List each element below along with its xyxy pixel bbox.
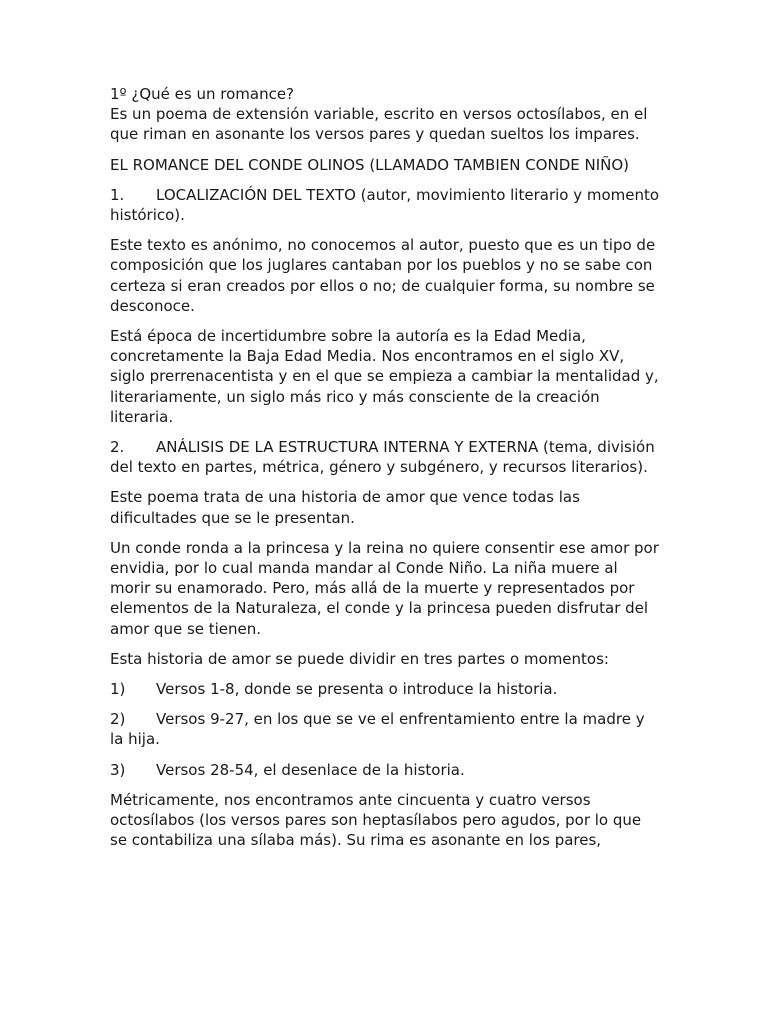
question-heading: 1º ¿Qué es un romance? bbox=[110, 85, 295, 103]
document-title: EL ROMANCE DEL CONDE OLINOS (LLAMADO TAMBIEN CONDE NIÑO) bbox=[110, 155, 630, 174]
part-3-text: Versos 28-54, el desenlace de la historia. bbox=[156, 760, 465, 779]
paragraph-parts-intro: Esta historia de amor se puede dividir en tres partes o momentos: bbox=[110, 649, 609, 668]
paragraph-metrics: Métricamente, nos encontramos ante cincuenta y cuatro versos octosílabos (los versos pares son heptasílabos pero agudos, por lo que se contabiliza una sílaba más). Su rima es asonante en los pares, bbox=[110, 790, 642, 850]
list-item-part-1 bbox=[110, 679, 662, 699]
intro-block bbox=[110, 84, 662, 145]
section-2-heading bbox=[110, 437, 662, 477]
part-2-number: 2) bbox=[110, 710, 126, 729]
part-1-number: 1) bbox=[110, 680, 126, 699]
section-1-heading bbox=[110, 185, 662, 225]
section-2-text: ANÁLISIS DE LA ESTRUCTURA INTERNA Y EXTERNA (tema, división del texto en partes, métrica, género y subgénero, y recursos literarios). bbox=[110, 438, 655, 477]
document-page bbox=[110, 84, 662, 861]
section-2-number: 2. bbox=[110, 438, 125, 457]
paragraph-author: Este texto es anónimo, no conocemos al autor, puesto que es un tipo de composición que los juglares cantaban por los pueblos y no se sabe con certeza si eran creados por ellos o no; de cualquier forma, su nombre se desconoce. bbox=[110, 236, 656, 315]
part-1-text: Versos 1-8, donde se presenta o introduce la historia. bbox=[156, 680, 558, 699]
answer-paragraph: Es un poema de extensión variable, escrito en versos octosílabos, en el que riman en asonante los versos pares y quedan sueltos los impares. bbox=[110, 105, 648, 144]
section-1-text: LOCALIZACIÓN DEL TEXTO (autor, movimiento literario y momento histórico). bbox=[110, 185, 660, 225]
section-1-number: 1. bbox=[110, 185, 125, 204]
part-2-text: Versos 9-27, en los que se ve el enfrentamiento entre la madre y la hija. bbox=[110, 710, 645, 749]
list-item-part-3 bbox=[110, 760, 662, 780]
part-3-number: 3) bbox=[110, 760, 126, 779]
list-item-part-2 bbox=[110, 709, 662, 749]
paragraph-summary: Un conde ronda a la princesa y la reina no quiere consentir ese amor por envidia, por lo cual manda mandar al Conde Niño. La niña muere al morir su enamorado. Pero, más allá de la muerte y representados por elementos de la Naturaleza, el conde y la princesa pueden disfrutar del amor que se tienen. bbox=[110, 538, 659, 638]
paragraph-period: Está época de incertidumbre sobre la autoría es la Edad Media, concretamente la Baja Edad Media. Nos encontramos en el siglo XV, siglo prerrenacentista y en el que se empieza a cambiar la mentalidad y, literariamente, un siglo más rico y más consciente de la creación literaria. bbox=[110, 327, 659, 426]
paragraph-theme: Este poema trata de una historia de amor que vence todas las dificultades que se le presentan. bbox=[110, 488, 580, 527]
